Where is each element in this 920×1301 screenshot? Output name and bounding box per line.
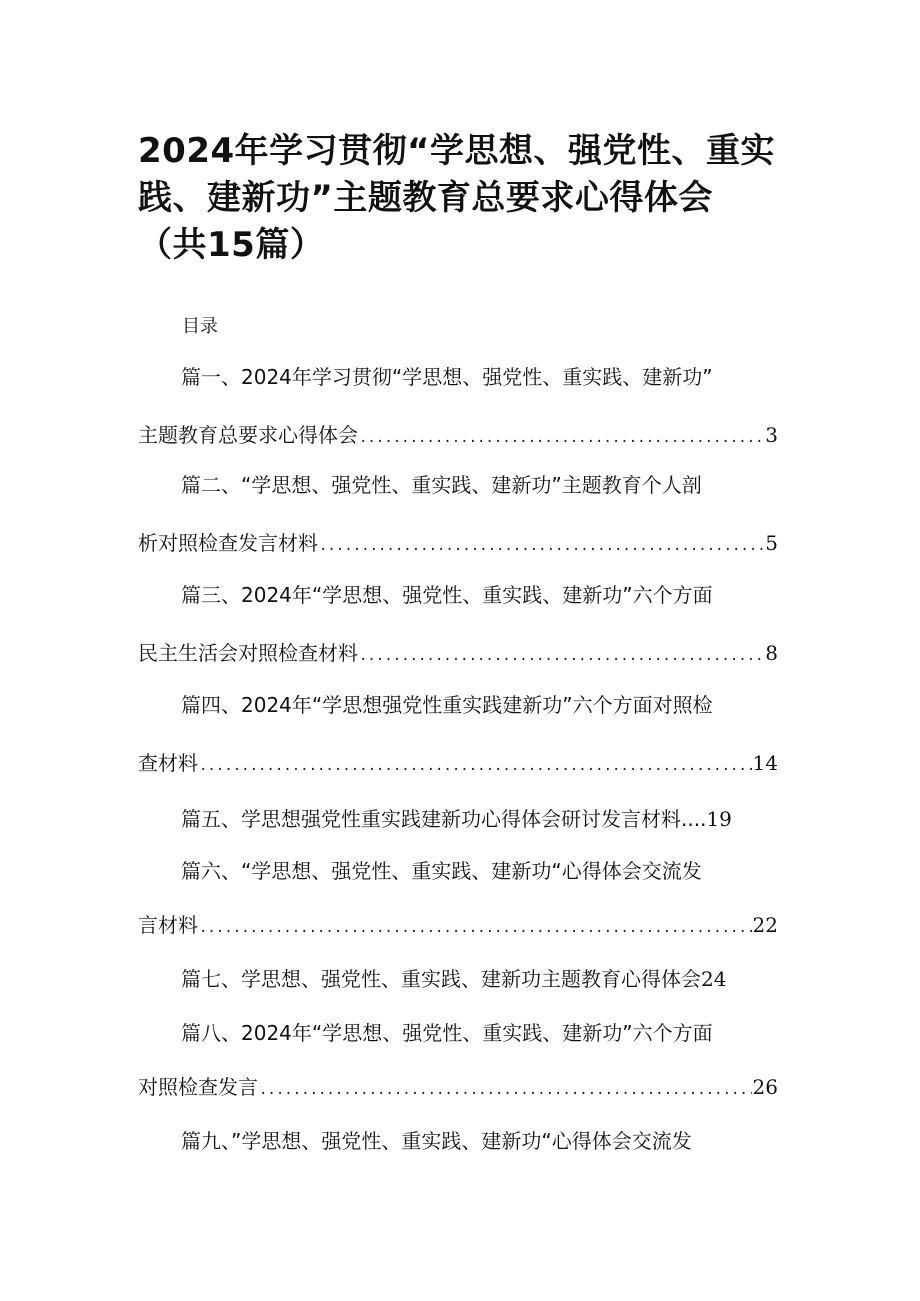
toc-entry-text: 篇二、“学思想、强党性、重实践、建新功”主题教育个人剖 xyxy=(181,473,702,497)
toc-entry[interactable] xyxy=(138,1016,778,1050)
toc-page-number: 24 xyxy=(701,967,727,991)
toc-entry[interactable] xyxy=(138,418,778,452)
toc-entry-text: 篇一、2024年学习贯彻“学思想、强党性、重实践、建新功” xyxy=(181,365,713,389)
toc-entry-text: 主题教育总要求心得体会 xyxy=(138,423,358,447)
toc-entry-text: 篇四、2024年“学思想强党性重实践建新功”六个方面对照检 xyxy=(181,693,713,717)
toc-entry-text: 篇八、2024年“学思想、强党性、重实践、建新功”六个方面 xyxy=(181,1021,713,1045)
toc-page-number: 5 xyxy=(765,531,778,555)
toc-entry[interactable] xyxy=(138,746,778,780)
toc-leader-dots xyxy=(199,911,752,945)
toc-entry[interactable] xyxy=(138,854,778,888)
toc-page-number: 14 xyxy=(752,751,778,775)
toc-entry[interactable] xyxy=(138,688,778,722)
toc-leader-dots xyxy=(259,1073,752,1107)
toc-entry-text: 查材料 xyxy=(138,751,198,775)
toc-entry[interactable] xyxy=(138,1124,778,1158)
toc-page-number: 3 xyxy=(765,423,778,447)
toc-entry-text: 篇三、2024年“学思想、强党性、重实践、建新功”六个方面 xyxy=(181,583,713,607)
toc-entry[interactable] xyxy=(138,360,778,394)
toc-entry[interactable] xyxy=(138,468,778,502)
toc-leader-dots xyxy=(199,749,752,783)
toc-entry-text: 析对照检查发言材料 xyxy=(138,531,318,555)
toc-entry-text: 对照检查发言 xyxy=(138,1075,258,1099)
toc-heading: 目录 xyxy=(182,316,218,337)
toc-entry[interactable] xyxy=(138,578,778,612)
toc-entry-text: 篇七、学思想、强党性、重实践、建新功主题教育心得体会 xyxy=(181,967,701,991)
toc-entry-text: 民主生活会对照检查材料 xyxy=(138,641,358,665)
toc-entry[interactable] xyxy=(138,802,778,836)
toc-entry[interactable] xyxy=(138,962,778,996)
toc-entry[interactable] xyxy=(138,526,778,560)
toc-entry-text: 言材料 xyxy=(138,913,198,937)
toc-leader-dots xyxy=(359,639,764,673)
toc-page-number: 26 xyxy=(752,1075,778,1099)
toc-entry[interactable] xyxy=(138,908,778,942)
toc-page-number: 22 xyxy=(752,913,778,937)
toc-page-number: 8 xyxy=(765,641,778,665)
toc-entry-text: 篇六、“学思想、强党性、重实践、建新功“心得体会交流发 xyxy=(181,859,702,883)
toc-leader-dots xyxy=(319,529,764,563)
toc-page-number: 19 xyxy=(706,807,732,831)
toc-leader-dots xyxy=(359,421,764,455)
toc-entry[interactable] xyxy=(138,1070,778,1104)
toc-entry-text: 篇九、”学思想、强党性、重实践、建新功“心得体会交流发 xyxy=(181,1129,692,1153)
toc-entry-text: 篇五、学思想强党性重实践建新功心得体会研讨发言材料.... xyxy=(181,807,707,831)
toc-entry[interactable] xyxy=(138,636,778,670)
document-title: 2024年学习贯彻“学思想、强党性、重实践、建新功”主题教育总要求心得体会（共15篇） xyxy=(138,131,775,265)
